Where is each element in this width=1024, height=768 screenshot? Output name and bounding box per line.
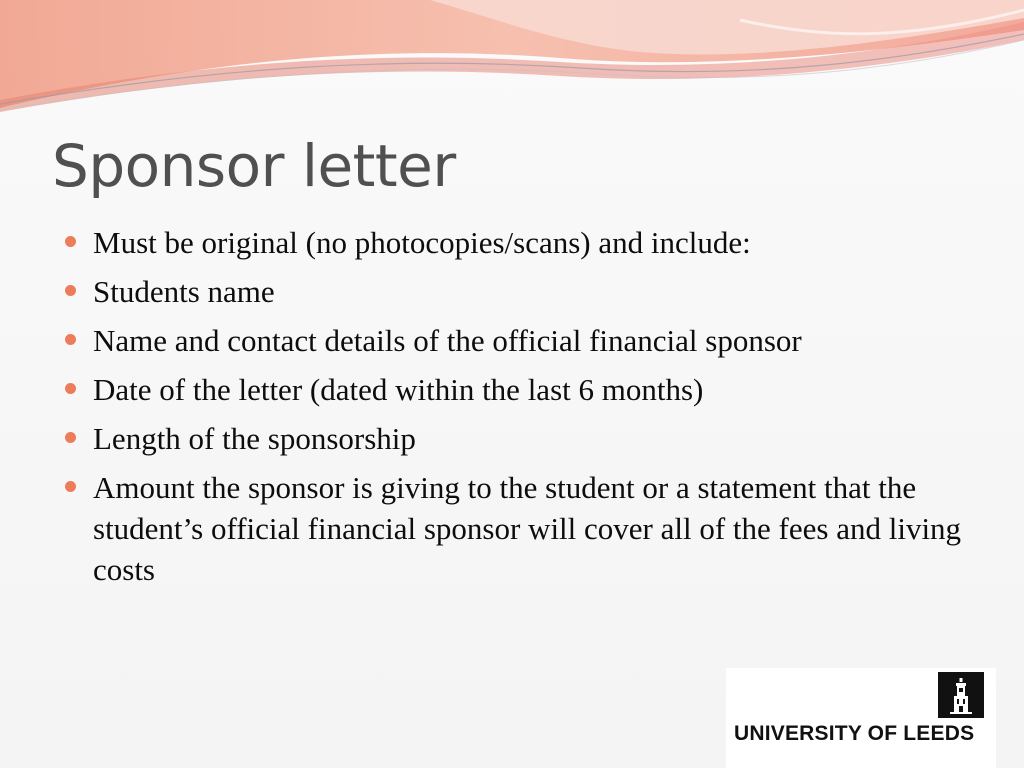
bullet-item — [62, 418, 962, 459]
university-name: UNIVERSITY OF LEEDS — [734, 722, 975, 745]
bullet-dot-icon — [65, 432, 76, 443]
bullet-item — [62, 467, 962, 590]
bullet-item — [62, 271, 962, 312]
bullet-item — [62, 320, 962, 361]
bullet-dot-icon — [65, 383, 76, 394]
university-tower-icon — [938, 672, 984, 718]
bullet-dot-icon — [65, 236, 76, 247]
bullet-item — [62, 369, 962, 410]
bullet-text: Amount the sponsor is giving to the student or a statement that the student’s official financial sponsor will cover all of the fees and living costs — [93, 470, 962, 587]
bullet-dot-icon — [65, 285, 76, 296]
bullet-text: Length of the sponsorship — [93, 421, 416, 456]
bullet-text: Students name — [93, 274, 275, 309]
bullet-list — [62, 222, 962, 598]
bullet-dot-icon — [65, 481, 76, 492]
bullet-text: Name and contact details of the official financial sponsor — [93, 323, 802, 358]
university-logo — [726, 668, 996, 768]
slide-title: Sponsor letter — [52, 132, 456, 200]
bullet-dot-icon — [65, 334, 76, 345]
bullet-text: Must be original (no photocopies/scans) and include: — [93, 225, 751, 260]
decorative-wave-header — [0, 0, 1024, 140]
bullet-item — [62, 222, 962, 263]
bullet-text: Date of the letter (dated within the last 6 months) — [93, 372, 704, 407]
